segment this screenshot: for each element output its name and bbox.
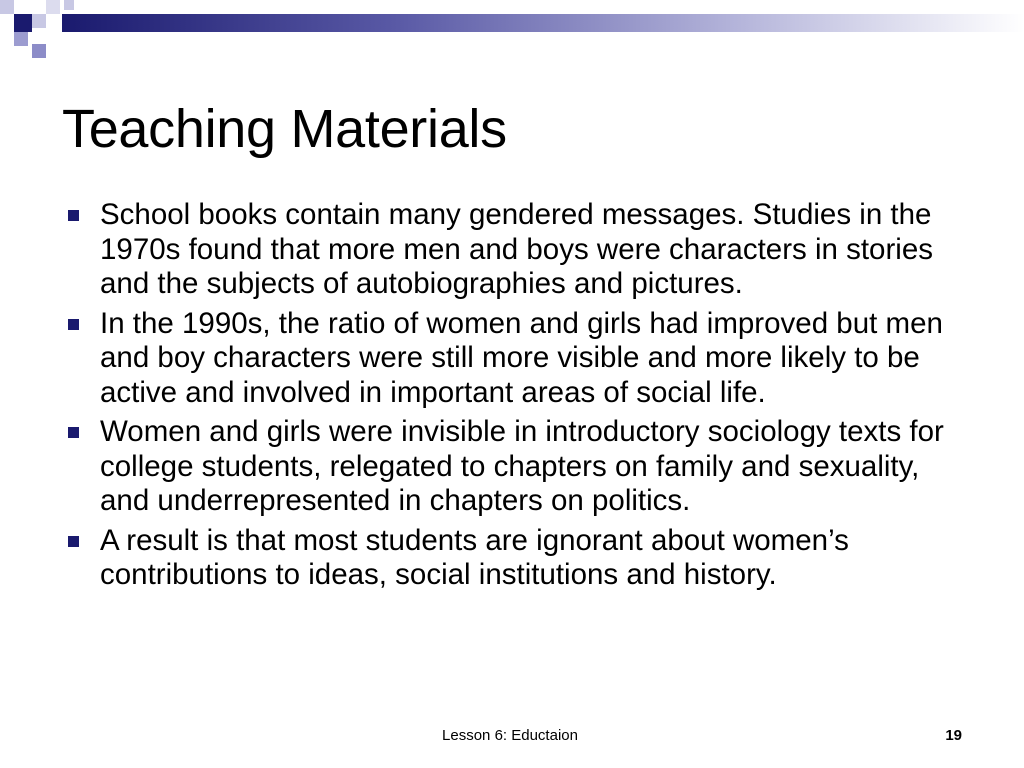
square-bullet-icon	[68, 210, 79, 221]
header-square-decoration	[64, 0, 74, 10]
slide-title: Teaching Materials	[62, 99, 507, 159]
header-gradient-bar	[62, 14, 1024, 32]
slide-footer: Lesson 6: Eductaion	[442, 727, 578, 744]
bullet-list	[62, 198, 962, 598]
square-bullet-icon	[68, 427, 79, 438]
bullet-text: Women and girls were invisible in introductory sociology texts for college students, relegated to chapters on family and sexuality, and underrepresented in chapters on politics.	[100, 415, 944, 517]
bullet-text: In the 1990s, the ratio of women and girls had improved but men and boy characters were still more visible and more likely to be active and involved in important areas of social life.	[100, 306, 943, 409]
bullet-item	[62, 198, 962, 302]
header-square-decoration	[32, 14, 46, 28]
bullet-item	[62, 524, 962, 593]
bullet-item	[62, 415, 962, 519]
bullet-text: School books contain many gendered messages. Studies in the 1970s found that more men and boys were characters in stories and the subjects of autobiographies and pictures.	[100, 198, 934, 300]
header-square-decoration	[14, 14, 32, 32]
bullet-item	[62, 307, 962, 411]
header-square-decoration	[0, 0, 14, 14]
header-square-decoration	[46, 0, 60, 14]
square-bullet-icon	[68, 536, 79, 547]
header-square-decoration	[32, 44, 46, 58]
bullet-text: A result is that most students are ignorant about women’s contributions to ideas, social institutions and history.	[100, 523, 849, 591]
square-bullet-icon	[68, 319, 79, 330]
slide-number: 19	[945, 727, 962, 744]
header-square-decoration	[14, 32, 28, 46]
